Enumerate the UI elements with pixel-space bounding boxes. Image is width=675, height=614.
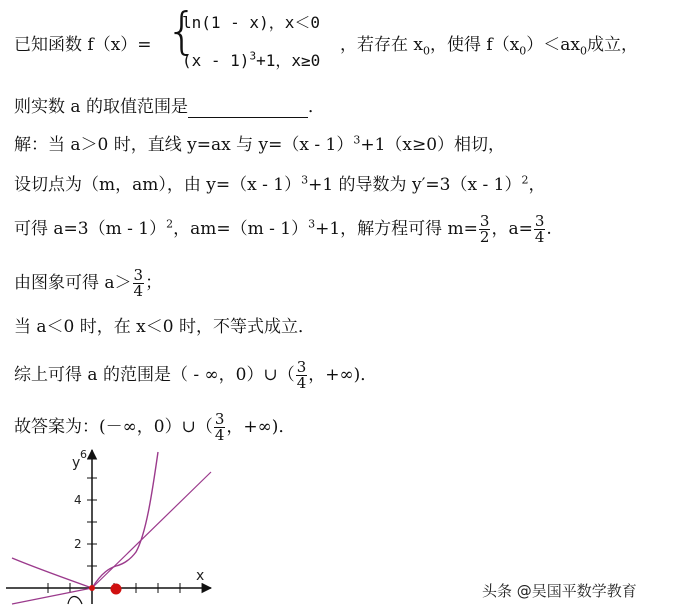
- problem-question: 则实数 a 的取值范围是 ．: [14, 97, 325, 117]
- fraction-three-quarters: $\frac{3}{4}$: [133, 266, 144, 300]
- watermark: 头条 @吴国平数学教育: [482, 582, 637, 600]
- solution-line-6: 综上可得 a 的范围是（ - ∞，0）∪（ $\frac{3}{4}$ ，+∞)．: [14, 358, 378, 392]
- fraction-three-quarters: $\frac{3}{4}$: [296, 358, 307, 392]
- y-tick-label: 2: [74, 537, 82, 551]
- x-point: [111, 584, 122, 595]
- piecewise-case-2: (x - 1)$^3$+1，x≥0: [182, 49, 321, 70]
- curve-cubic-branch: [92, 452, 158, 588]
- fraction-three-quarters: $\frac{3}{4}$: [214, 410, 225, 444]
- y-tick-label: 4: [74, 493, 82, 507]
- curve-ln-branch: [12, 558, 92, 588]
- y-top-label: 6: [80, 448, 87, 461]
- solution-line-5: 当 a＜0 时，在 x＜0 时，不等式成立．: [14, 317, 315, 337]
- answer-blank: [188, 99, 308, 118]
- origin-arc: [68, 597, 82, 605]
- solution-line-7: 故答案为：(－∞，0）∪（ $\frac{3}{4}$ ，+∞)．: [14, 410, 296, 444]
- solution-line-3: 可得 a=3（m - 1）$^2$，am=（m - 1）$^3$+1，解方程可得 m= $\frac{3}{2}$ ，a= $\frac{3}{4}$ .: [14, 212, 552, 246]
- y-axis-label: y: [72, 455, 81, 471]
- piecewise-brace: {: [166, 2, 198, 60]
- solution-line-4: 由图象可得 a＞ $\frac{3}{4}$ ；: [14, 266, 163, 300]
- function-graph: [6, 444, 221, 610]
- origin-point: [89, 585, 95, 591]
- x-axis-label: x: [196, 568, 205, 584]
- problem-condition: ，若存在 $x_0$，使得 $f(x_0)<ax_0$成立，: [340, 35, 639, 58]
- tangent-line: [12, 472, 211, 604]
- fraction-a: $\frac{3}{4}$: [534, 212, 545, 246]
- solution-line-1: 解：当 a＞0 时，直线 y=ax 与 y=（x - 1）$^3$+1（x≥0）相切，: [14, 133, 506, 155]
- problem-prefix: 已知函数 f（x）=: [14, 35, 152, 55]
- fraction-m: $\frac{3}{2}$: [479, 212, 490, 246]
- solution-line-2: 设切点为（m，am），由 y=（x - 1）$^3$+1 的导数为 y′=3（x - 1）$^2$，: [14, 173, 546, 195]
- piecewise-case-1: ln(1 - x)，x＜0: [182, 13, 320, 32]
